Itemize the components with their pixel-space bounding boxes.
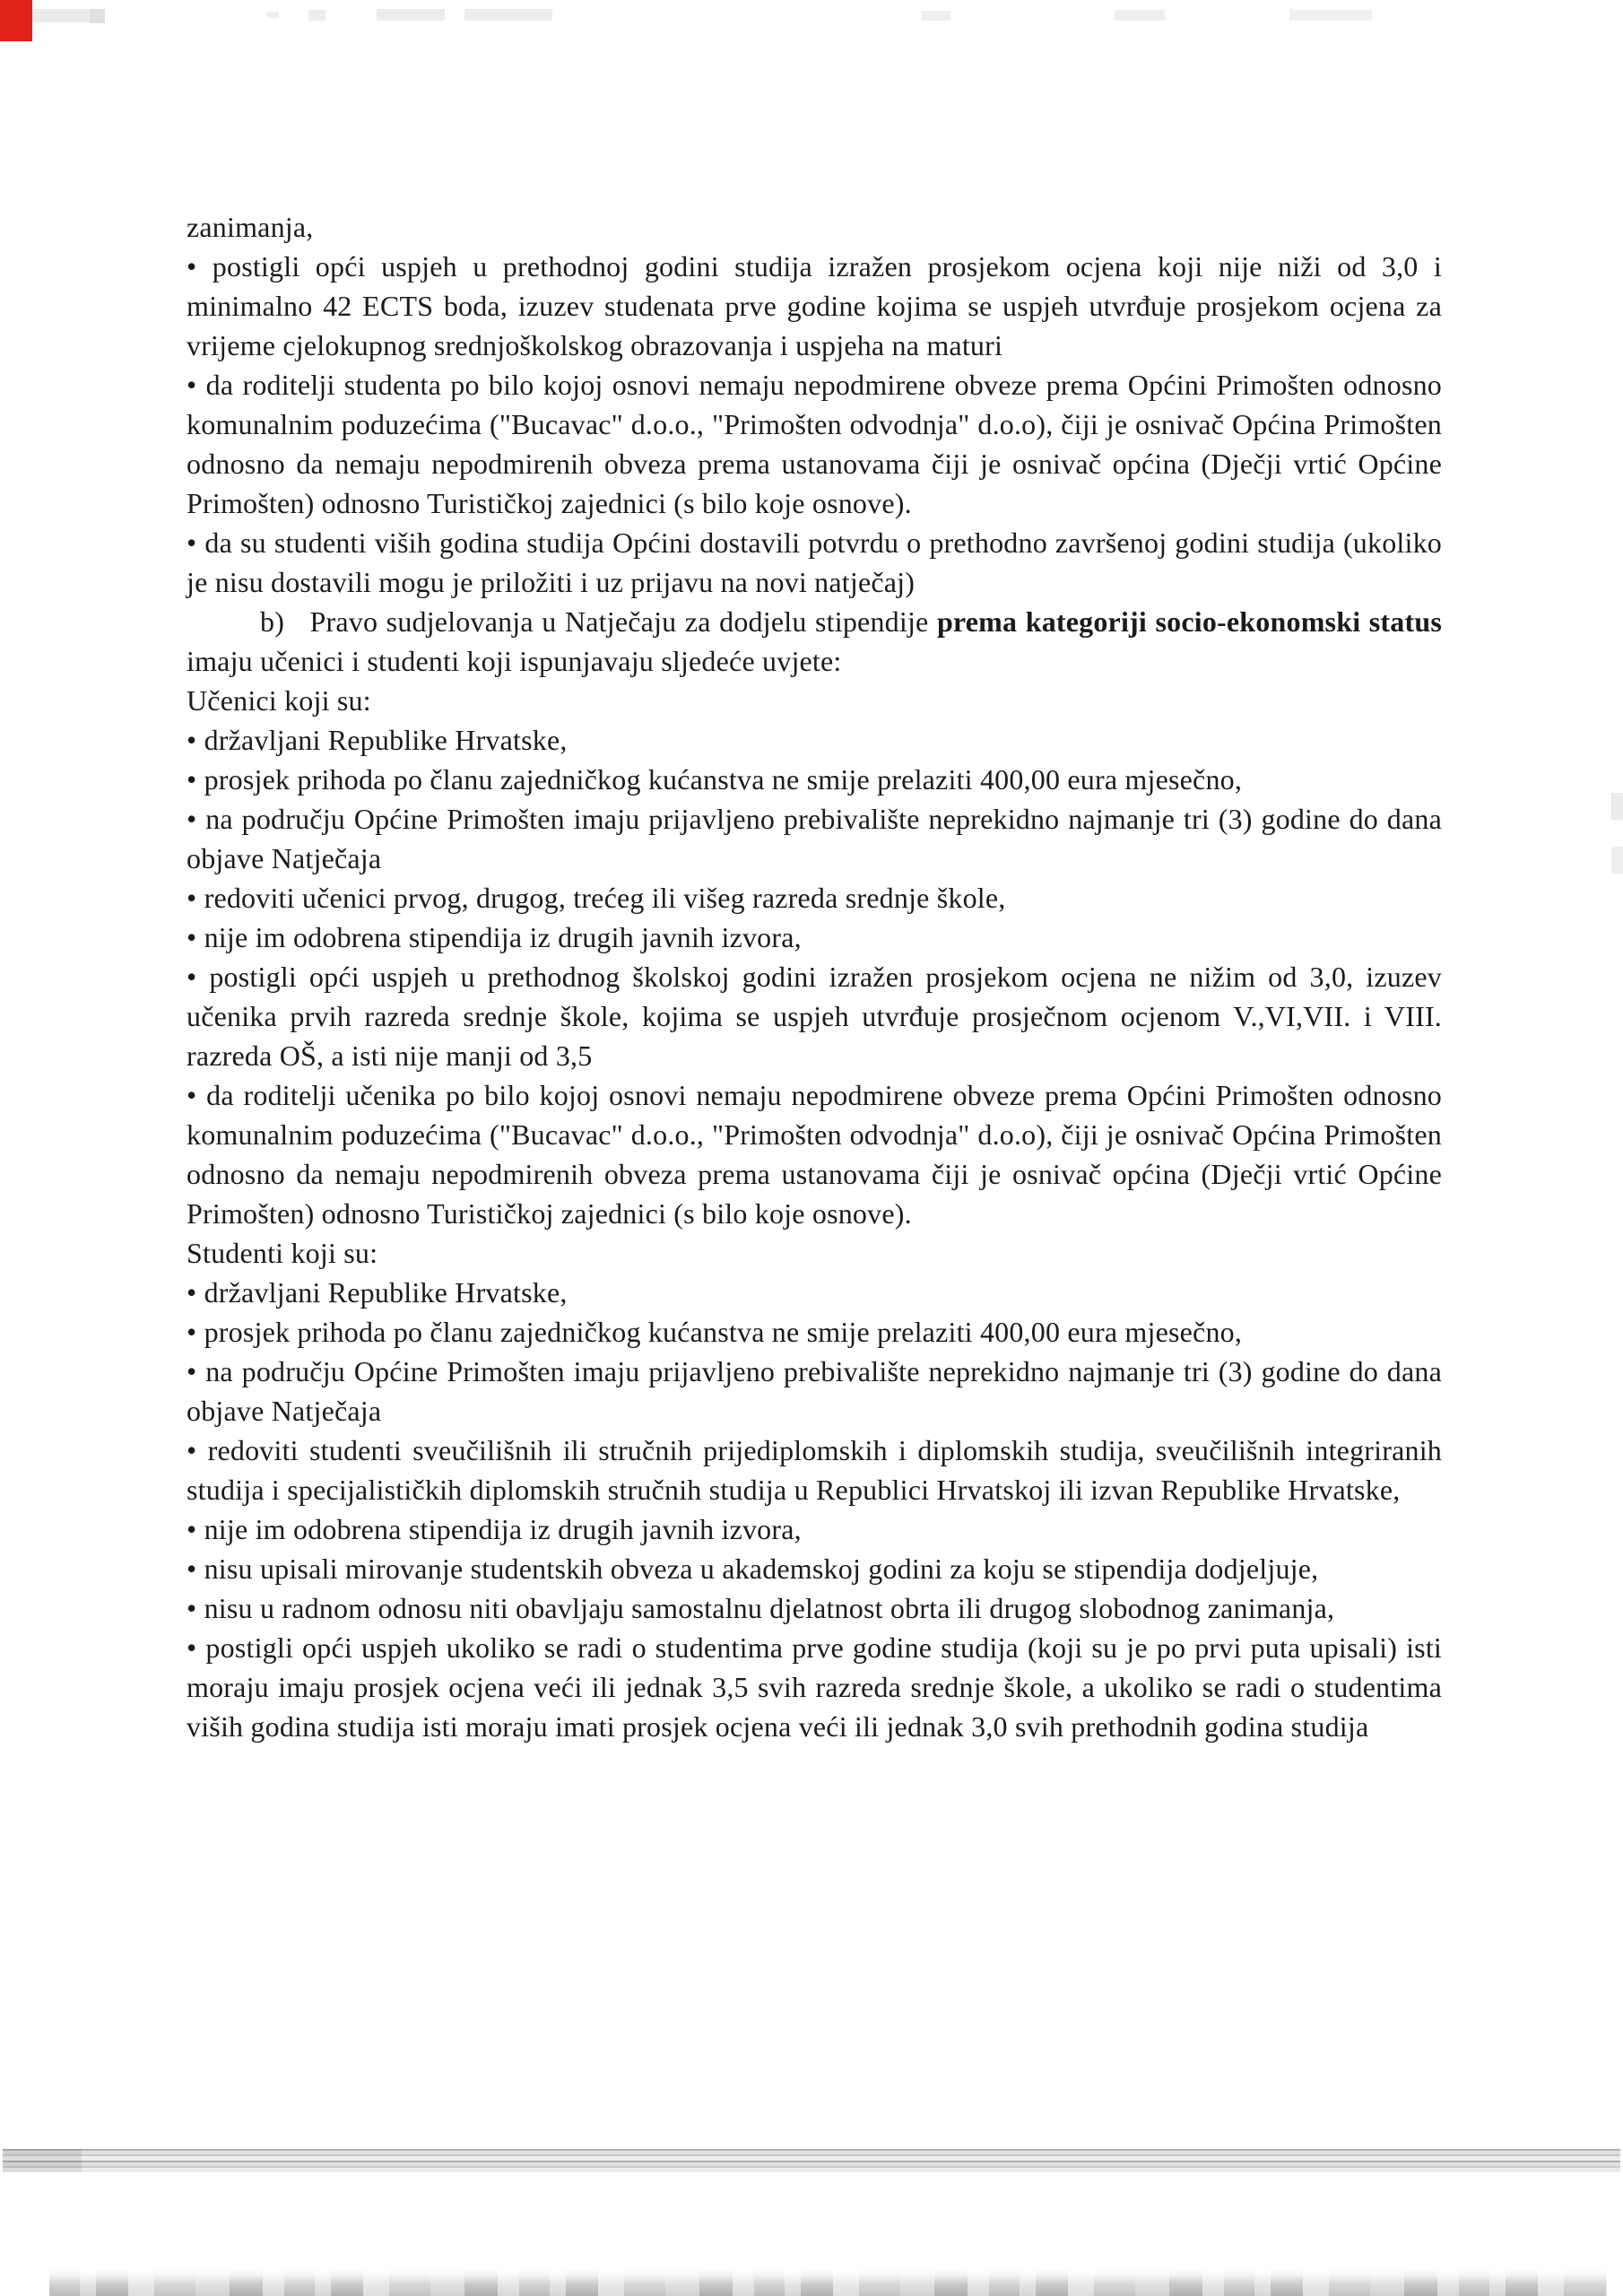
scan-smudge [1289, 10, 1372, 21]
bullet-item: • nisu upisali mirovanje studentskih obveza u akademskoj godini za koju se stipendija dodjeljuje, [187, 1552, 1319, 1585]
right-edge-mark [1611, 793, 1623, 820]
scan-smudge [90, 9, 105, 23]
scan-smudge [377, 9, 445, 21]
bullet-item: • da roditelji učenika po bilo kojoj osnovi nemaju nepodmirene obveze prema Općini Primošten odnosno komunalnim poduzećima ("Bucavac" d.o.o., "Primošten odvodnja" d.o.o), čiji je osnivač Općina Primošten odnosno da nemaju nepodmirenih obveza prema ustanovama čiji je osnivač općina (Dječji vrtić Općine Primošten) odnosno Turističkoj zajednici (s bilo koje osnove). [187, 1079, 1442, 1230]
scan-smudge [922, 11, 950, 21]
section-header-students: Studenti koji su: [187, 1237, 378, 1269]
bullet-item: • državljani Republike Hrvatske, [187, 724, 568, 756]
scan-smudge [1115, 10, 1165, 21]
bullet-item: • postigli opći uspjeh u prethodnoj godini studija izražen prosjekom ocjena koji nije niži od 3,0 i minimalno 42 ECTS boda, izuzev studenata prve godine kojima se uspjeh utvrđuje prosjekom ocjena za vrijeme cjelokupnog srednjoškolskog obrazovanja i uspjeha na maturi [187, 250, 1442, 361]
b-intro-text: imaju učenici i studenti koji ispunjavaju sljedeće uvjete: [187, 645, 842, 677]
bullet-item: • na području Općine Primošten imaju prijavljeno prebivalište neprekidno najmanje tri (3) godine do dana objave Natječaja [187, 803, 1442, 874]
b-intro-bold-text: prema kategoriji socio-ekonomski status [936, 605, 1442, 638]
bottom-scan-texture [49, 2269, 1607, 2296]
bullet-item: • nije im odobrena stipendija iz drugih javnih izvora, [187, 1513, 802, 1545]
paragraph: zanimanja, [187, 211, 314, 243]
bullet-item: • postigli opći uspjeh u prethodnog školskoj godini izražen prosjekom ocjena ne nižim od 3,0, izuzev učenika prvih razreda srednje škole, kojima se uspjeh utvrđuje prosječnom ocjenom V.,VI,VII. i VIII. razreda OŠ, a isti nije manji od 3,5 [187, 961, 1442, 1072]
red-corner-mark [0, 0, 32, 41]
b-intro-text: b) Pravo sudjelovanja u Natječaju za dodjelu stipendije [260, 605, 937, 638]
bullet-item: • redoviti učenici prvog, drugog, trećeg ili višeg razreda srednje škole, [187, 882, 1006, 914]
bullet-item: • nije im odobrena stipendija iz drugih javnih izvora, [187, 921, 802, 953]
bullet-item: • prosjek prihoda po članu zajedničkog kućanstva ne smije prelaziti 400,00 eura mjesečno, [187, 763, 1243, 796]
bullet-item: • postigli opći uspjeh ukoliko se radi o studentima prve godine studija (koji su je po prvi puta upisali) isti moraju imaju prosjek ocjena veći ili jednak 3,5 svih razreda srednje škole, a ukoliko se radi o studentima viših godina studija isti moraju imati prosjek ocjena veći ili jednak 3,0 svih prethodnih godina studija [187, 1631, 1442, 1743]
bullet-item: • prosjek prihoda po članu zajedničkog kućanstva ne smije prelaziti 400,00 eura mjesečno, [187, 1316, 1243, 1348]
bullet-item: • da su studenti viših godina studija Općini dostavili potvrdu o prethodno završenoj godini studija (ukoliko je nisu dostavili mogu je priložiti i uz prijavu na novi natječaj) [187, 526, 1442, 598]
bullet-item: • na području Općine Primošten imaju prijavljeno prebivalište neprekidno najmanje tri (3) godine do dana objave Natječaja [187, 1355, 1442, 1427]
bullet-item: • da roditelji studenta po bilo kojoj osnovi nemaju nepodmirene obveze prema Općini Primošten odnosno komunalnim poduzećima ("Bucavac" d.o.o., "Primošten odvodnja" d.o.o), čiji je osnivač Općina Primošten odnosno da nemaju nepodmirenih obveza prema ustanovama čiji je osnivač općina (Dječji vrtić Općine Primošten) odnosno Turističkoj zajednici (s bilo koje osnove). [187, 369, 1442, 519]
paragraph-b-intro [187, 602, 1442, 681]
bullet-item: • redoviti studenti sveučilišnih ili stručnih prijediplomskih i diplomskih studija, sveučilišnih integriranih studija i specijalističkih diplomskih stručnih studija u Republici Hrvatskoj ili izvan Republike Hrvatske, [187, 1434, 1442, 1506]
bullet-item: • nisu u radnom odnosu niti obavljaju samostalnu djelatnost obrta ili drugog slobodnog zanimanja, [187, 1592, 1335, 1624]
separator-band [3, 2149, 1620, 2172]
document-text [187, 207, 1442, 1746]
scan-smudge [308, 10, 325, 21]
right-edge-mark [1611, 847, 1623, 874]
section-header-pupils: Učenici koji su: [187, 684, 371, 717]
scan-smudge [267, 12, 279, 18]
bullet-item: • državljani Republike Hrvatske, [187, 1276, 568, 1309]
scan-smudge [464, 9, 552, 21]
